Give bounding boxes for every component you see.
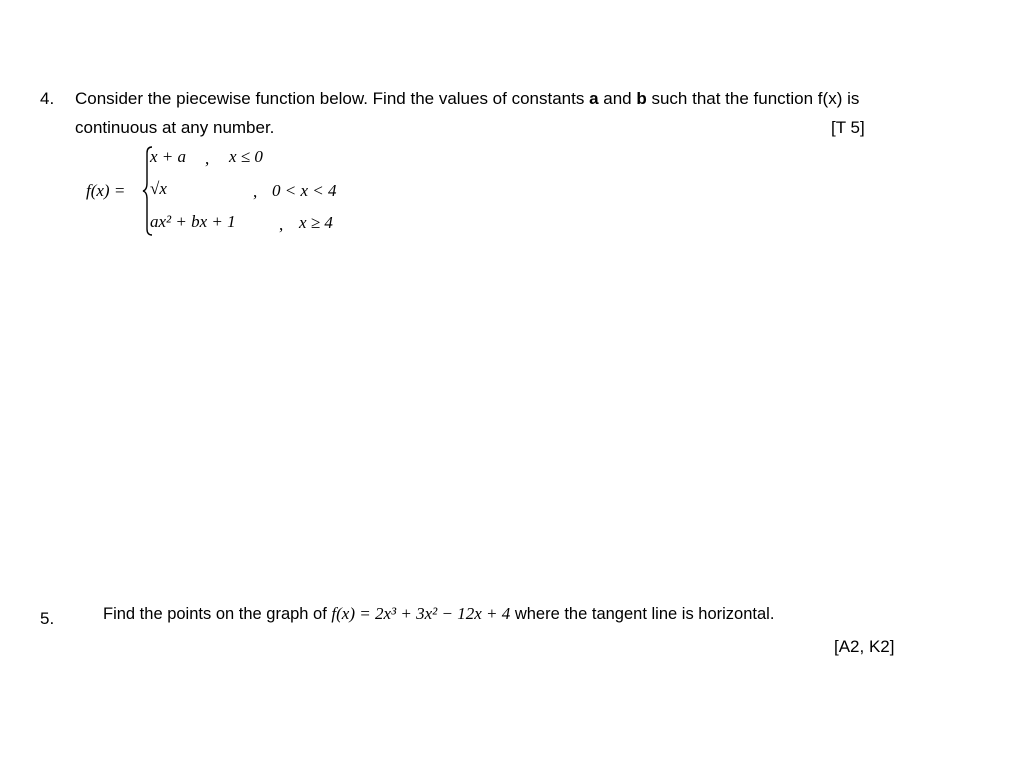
question-4-text-and: and — [598, 89, 637, 108]
question-5-number: 5. — [40, 609, 55, 628]
question-4-text-post: such that the function f(x) is — [646, 89, 860, 108]
question-5-mark: [A2, K2] — [834, 637, 895, 656]
case-3-expr: ax² + bx + 1 — [150, 212, 236, 231]
case-1-comma: , — [205, 149, 210, 168]
question-4-text-pre: Consider the piecewise function below. Find the values of constants — [75, 89, 590, 108]
case-1-condition: x ≤ 0 — [229, 147, 263, 166]
question-4-text-line-2: continuous at any number. — [75, 118, 275, 137]
question-4-mark: [T 5] — [831, 118, 865, 137]
question-4-text-line-1 — [75, 89, 859, 109]
case-1-expr: x + a — [150, 147, 187, 166]
question-4-number: 4. — [40, 89, 55, 108]
constant-b: b — [636, 89, 647, 108]
sqrt-x: √x — [150, 179, 167, 198]
constant-a: a — [589, 89, 599, 108]
case-2-expr — [150, 179, 167, 199]
question-5-function: f(x) = 2x³ + 3x² − 12x + 4 — [331, 604, 511, 623]
question-5-text-post: where the tangent line is horizontal. — [514, 605, 775, 623]
case-2-comma: , — [253, 182, 258, 201]
question-5-text — [103, 604, 774, 624]
case-2-condition: 0 < x < 4 — [272, 181, 337, 200]
function-lhs: f(x) = — [86, 181, 126, 200]
case-3-comma: , — [279, 215, 284, 234]
case-3-condition: x ≥ 4 — [299, 213, 333, 232]
question-5-text-pre: Find the points on the graph of — [103, 605, 327, 623]
